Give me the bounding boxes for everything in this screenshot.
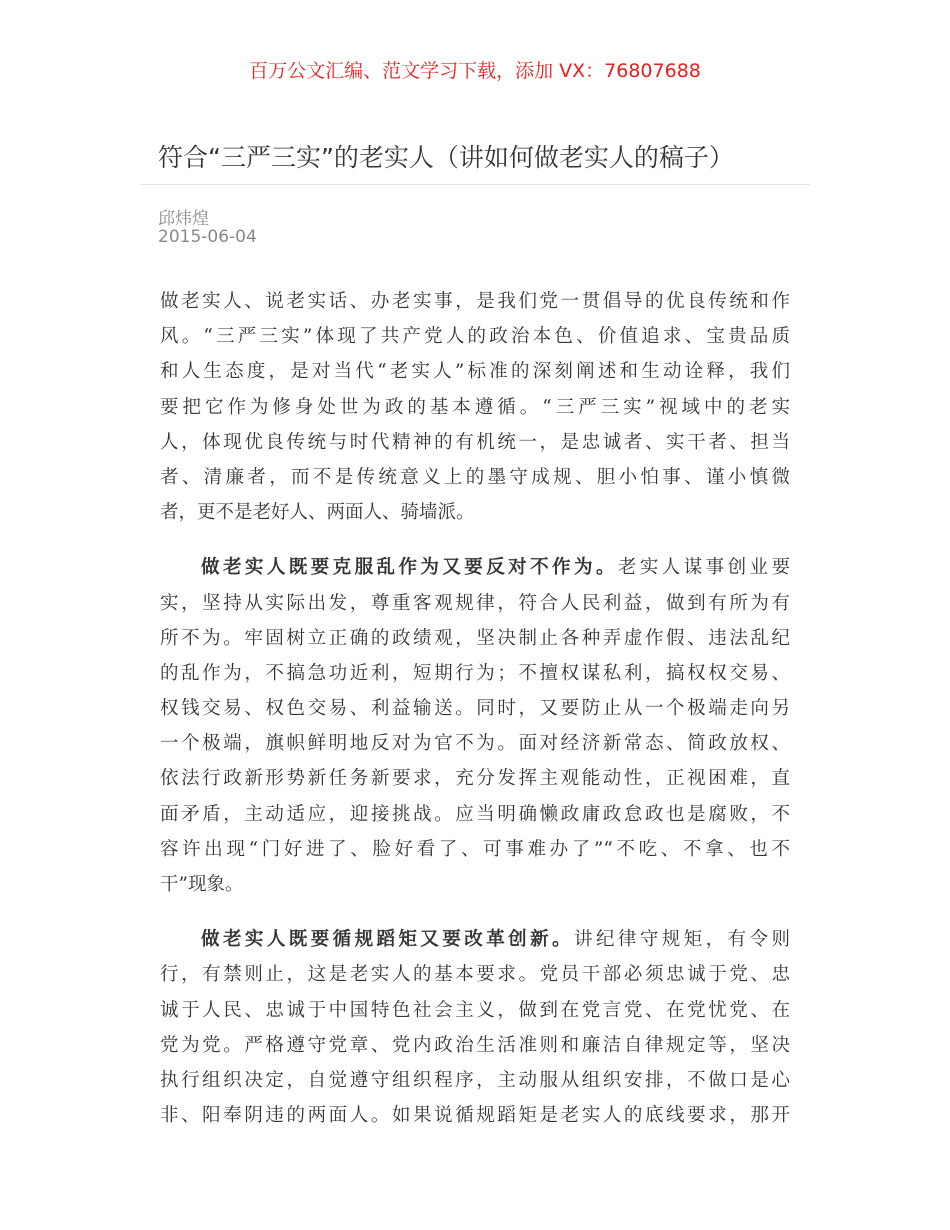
text-line: 所不为。牢固树立正确的政绩观，坚决制止各种弄虚作假、违法乱纪 bbox=[160, 627, 790, 649]
text-line: 权钱交易、权色交易、利益输送。同时，又要防止从一个极端走向另 bbox=[160, 698, 790, 720]
paragraph-2 bbox=[160, 555, 790, 907]
article-author: 邱炜煌 bbox=[158, 209, 209, 229]
lead-continuation: 讲纪律守规矩，有令则 bbox=[574, 929, 790, 951]
title-divider bbox=[140, 184, 810, 185]
text-line: 容许出现“门好进了、脸好看了、可事难办了”“不吃、不拿、也不 bbox=[160, 838, 790, 860]
text-line: 面矛盾，主动适应，迎接挑战。应当明确懒政庸政怠政也是腐败，不 bbox=[160, 803, 790, 825]
text-line: 非、阳奉阴违的两面人。如果说循规蹈矩是老实人的底线要求，那开 bbox=[160, 1105, 790, 1127]
text-line: 人，体现优良传统与时代精神的有机统一，是忠诚者、实干者、担当 bbox=[160, 431, 790, 453]
text-line: 要把它作为修身处世为政的基本遵循。“三严三实”视域中的老实 bbox=[160, 396, 790, 418]
article-title: 符合“三严三实”的老实人（讲如何做老实人的稿子） bbox=[158, 143, 734, 172]
paragraph-lead: 做老实人既要克服乱作为又要反对不作为。 bbox=[201, 557, 618, 579]
lead-continuation: 老实人谋事创业要 bbox=[617, 557, 790, 579]
text-line: 一个极端，旗帜鲜明地反对为官不为。面对经济新常态、简政放权、 bbox=[160, 733, 790, 755]
text-line: 者、清廉者，而不是传统意义上的墨守成规、胆小怕事、谨小慎微 bbox=[160, 466, 790, 488]
text-line: 做老实人、说老实话、办老实事，是我们党一贯倡导的优良传统和作 bbox=[160, 291, 790, 312]
paragraph-1 bbox=[160, 289, 790, 535]
paragraph-lead: 做老实人既要循规蹈矩又要改革创新。 bbox=[201, 929, 575, 951]
text-line: 和人生态度，是对当代“老实人”标准的深刻阐述和生动诠释，我们 bbox=[160, 361, 790, 383]
text-line: 实，坚持从实际出发，尊重客观规律，符合人民利益，做到有所为有 bbox=[160, 592, 790, 614]
text-line: 干”现象。 bbox=[160, 874, 244, 895]
text-line bbox=[160, 927, 790, 962]
paragraph-3 bbox=[160, 927, 790, 1138]
text-line: 者，更不是老好人、两面人、骑墙派。 bbox=[160, 502, 475, 524]
text-line: 党为党。严格遵守党章、党内政治生活准则和廉洁自律规定等，坚决 bbox=[160, 1034, 790, 1056]
text-line: 风。“三严三实”体现了共产党人的政治本色、价值追求、宝贵品质 bbox=[160, 326, 790, 348]
text-line: 行，有禁则止，这是老实人的基本要求。党员干部必须忠诚于党、忠 bbox=[160, 964, 790, 986]
text-line: 的乱作为，不搞急功近利，短期行为；不擅权谋私利，搞权权交易、 bbox=[160, 662, 790, 684]
text-line: 执行组织决定，自觉遵守组织程序，主动服从组织安排，不做口是心 bbox=[160, 1069, 790, 1091]
watermark-banner: 百万公文汇编、范文学习下载，添加 VX：76807688 bbox=[249, 60, 701, 82]
text-line: 诚于人民、忠诚于中国特色社会主义，做到在党言党、在党忧党、在 bbox=[160, 999, 790, 1021]
article-body bbox=[160, 289, 790, 1158]
text-line bbox=[160, 555, 790, 590]
article-date: 2015-06-04 bbox=[158, 227, 257, 247]
text-line: 依法行政新形势新任务新要求，充分发挥主观能动性，正视困难，直 bbox=[160, 768, 790, 790]
